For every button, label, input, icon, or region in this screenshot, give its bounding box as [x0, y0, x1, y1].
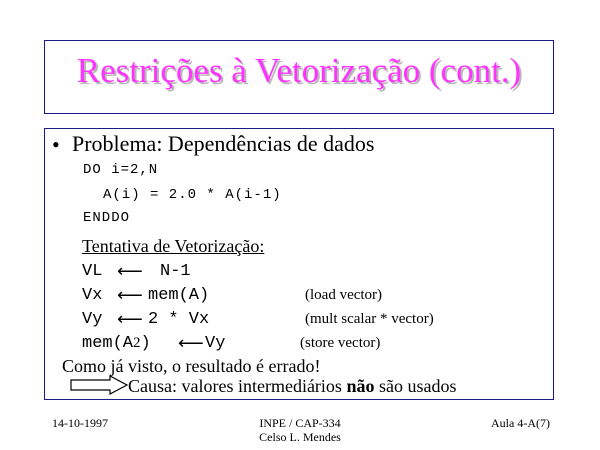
attempt-heading: Tentativa de Vetorização:	[82, 236, 265, 256]
vector-line-1-lhs: VL	[82, 262, 103, 281]
vector-line-3-rhs: 2 * Vx	[148, 310, 210, 329]
vector-line-4-lhs-group	[82, 334, 151, 353]
vector-line-4-lhs-close: )	[140, 334, 151, 353]
footer-date: 14-10-1997	[52, 416, 108, 430]
footer-center	[230, 416, 370, 444]
footer-org: INPE / CAP-334	[259, 416, 341, 430]
conclusion-text: Como já visto, o resultado é errado!	[62, 356, 321, 376]
vector-line-3-lhs: Vy	[82, 310, 103, 329]
vector-line-2-lhs: Vx	[82, 286, 103, 305]
code-line-do: DO i=2,N	[83, 162, 159, 178]
vector-line-1-arrow: ⟵	[117, 261, 143, 281]
outline-right-arrow-icon	[70, 375, 128, 395]
cause-prefix: Causa: valores intermediários	[128, 376, 347, 396]
vector-line-3-arrow: ⟵	[117, 309, 143, 329]
vector-line-4-arrow: ⟵	[178, 333, 204, 353]
footer-lesson: Aula 4-A(7)	[491, 416, 550, 430]
vector-line-1-rhs: N-1	[160, 262, 191, 281]
cause-emphasis: não	[346, 376, 375, 396]
title-frame	[44, 40, 554, 114]
bullet-marker: •	[52, 132, 60, 157]
code-line-enddo: ENDDO	[83, 210, 131, 226]
vector-line-4-note: (store vector)	[300, 335, 381, 351]
vector-line-2-rhs: mem(A)	[148, 286, 210, 305]
footer-author: Celso L. Mendes	[259, 430, 341, 444]
vector-line-2-note: (load vector)	[305, 287, 383, 303]
vector-line-3-note: (mult scalar * vector)	[305, 311, 434, 327]
slide-title: Restrições à Vetorização (cont.)	[76, 51, 522, 90]
vector-line-4-rhs: Vy	[205, 334, 226, 353]
code-line-assign: A(i) = 2.0 * A(i-1)	[103, 187, 282, 203]
vector-line-4-subscript: 2	[133, 335, 141, 351]
vector-line-2-arrow: ⟵	[117, 285, 143, 305]
problem-heading: Problema: Dependências de dados	[72, 131, 375, 156]
vector-line-4-lhs: mem(A	[82, 334, 134, 353]
cause-suffix: são usados	[374, 376, 457, 396]
cause-text	[128, 376, 456, 397]
